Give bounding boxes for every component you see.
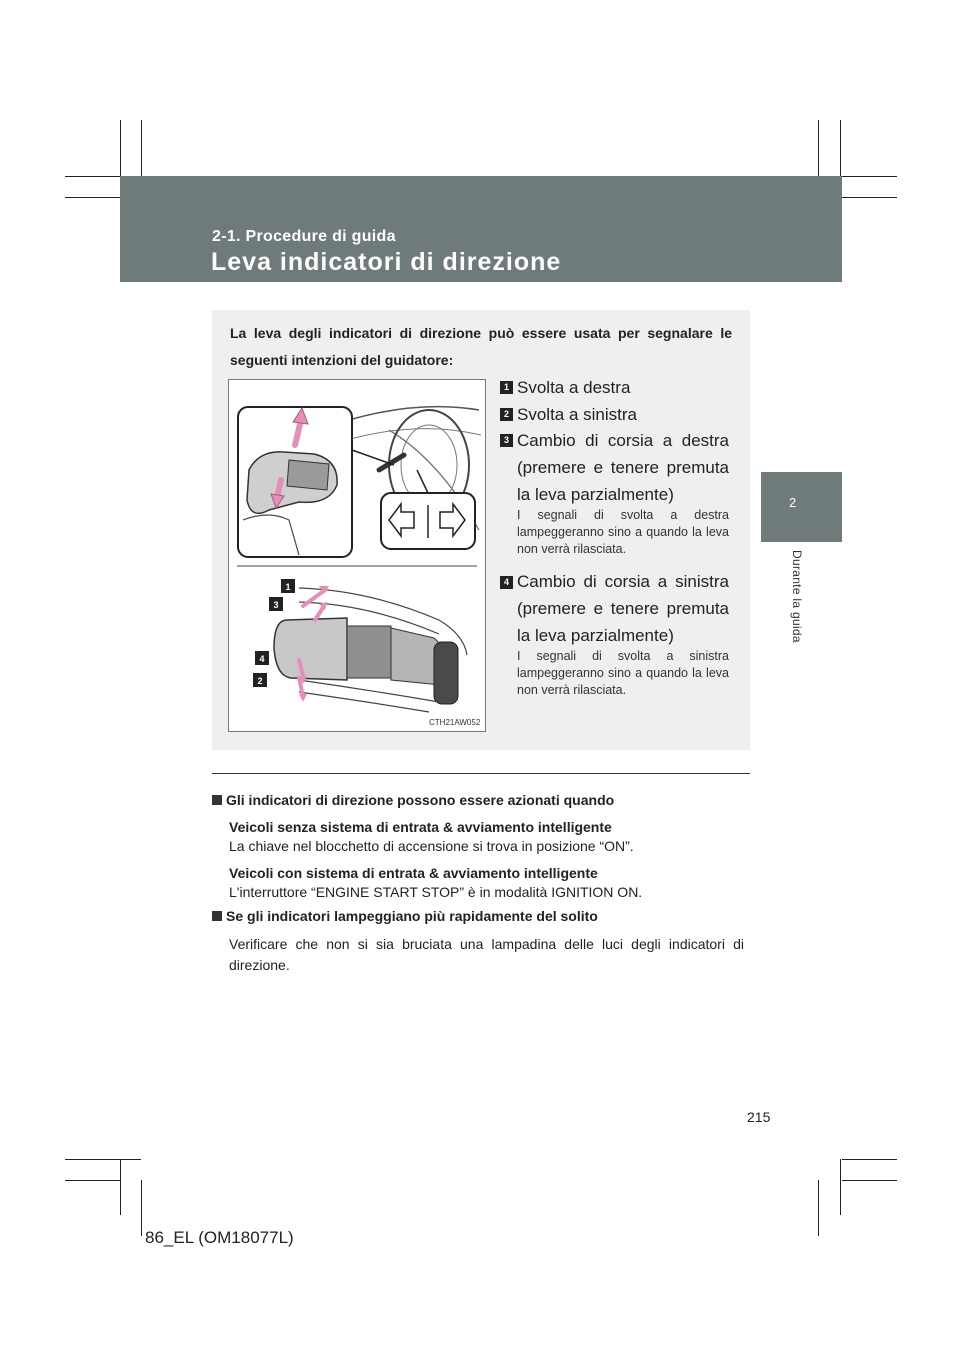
note-body: L'interruttore “ENGINE START STOP” è in modalità IGNITION ON. — [229, 884, 643, 900]
note-heading-text: Se gli indicatori lampeggiano più rapidamente del solito — [226, 908, 598, 924]
section-divider — [212, 773, 750, 774]
intro-text: La leva degli indicatori di direzione può essere usata per segnalare le seguenti intenzioni del guidatore: — [230, 325, 732, 368]
document-code: 86_EL (OM18077L) — [145, 1228, 294, 1247]
item-marker-1: 1 — [500, 381, 513, 394]
section-label: 2-1. Procedure di guida — [212, 228, 396, 245]
chapter-tab — [761, 472, 842, 542]
item-note-4: I segnali di svolta a sinistra lampeggeranno sino a quando la leva non verrà rilasciata. — [517, 649, 729, 697]
item-marker-3: 3 — [500, 434, 513, 447]
crop-mark — [842, 176, 897, 177]
note-subheading: Veicoli con sistema di entrata & avviamento intelligente — [229, 865, 598, 881]
figure-marker-2: 2 — [257, 676, 263, 686]
crop-mark — [840, 1159, 841, 1215]
note-subheading: Veicoli senza sistema di entrata & avviamento intelligente — [229, 819, 612, 835]
square-bullet-icon — [212, 911, 222, 921]
crop-mark — [65, 1159, 141, 1160]
figure-code: CTH21AW052 — [429, 718, 481, 727]
crop-mark — [65, 1180, 120, 1181]
crop-mark — [120, 1159, 121, 1215]
chapter-number: 2 — [789, 495, 797, 510]
crop-mark — [120, 120, 121, 176]
crop-mark — [818, 120, 819, 176]
figure-marker-1: 1 — [285, 582, 291, 592]
illustration-svg — [229, 380, 485, 731]
crop-mark — [141, 1180, 142, 1236]
crop-mark — [818, 1180, 819, 1236]
crop-mark — [141, 120, 142, 176]
turn-signal-illustration — [228, 379, 486, 732]
note-heading-text: Gli indicatori di direzione possono essere azionati quando — [226, 792, 615, 808]
crop-mark — [842, 197, 897, 198]
note-heading-2 — [212, 908, 598, 924]
chapter-label: Durante la guida — [790, 550, 804, 643]
note-paragraph: Verificare che non si sia bruciata una lampadina delle luci degli indicatori di direzione. — [229, 936, 744, 973]
item-note-3: I segnali di svolta a destra lampeggeranno sino a quando la leva non verrà rilasciata. — [517, 508, 729, 556]
crop-mark — [842, 1180, 897, 1181]
item-title-4: Cambio di corsia a sinistra (premere e tenere premuta la leva parzialmente) — [517, 572, 729, 645]
item-title-2: Svolta a sinistra — [517, 405, 637, 424]
item-marker-2: 2 — [500, 408, 513, 421]
page-title: Leva indicatori di direzione — [211, 248, 562, 276]
item-title-1: Svolta a destra — [517, 378, 631, 397]
note-body: La chiave nel blocchetto di accensione si trova in posizione “ON”. — [229, 838, 634, 854]
note-heading-1 — [212, 792, 614, 808]
page-number: 215 — [747, 1109, 771, 1125]
item-title-3: Cambio di corsia a destra (premere e tenere premuta la leva parzialmente) — [517, 431, 729, 504]
item-marker-4: 4 — [500, 576, 513, 589]
crop-mark — [842, 1159, 897, 1160]
figure-marker-4: 4 — [259, 654, 265, 664]
square-bullet-icon — [212, 795, 222, 805]
figure-marker-3: 3 — [273, 600, 279, 610]
crop-mark — [840, 120, 841, 176]
crop-mark — [65, 176, 120, 177]
crop-mark — [65, 197, 120, 198]
